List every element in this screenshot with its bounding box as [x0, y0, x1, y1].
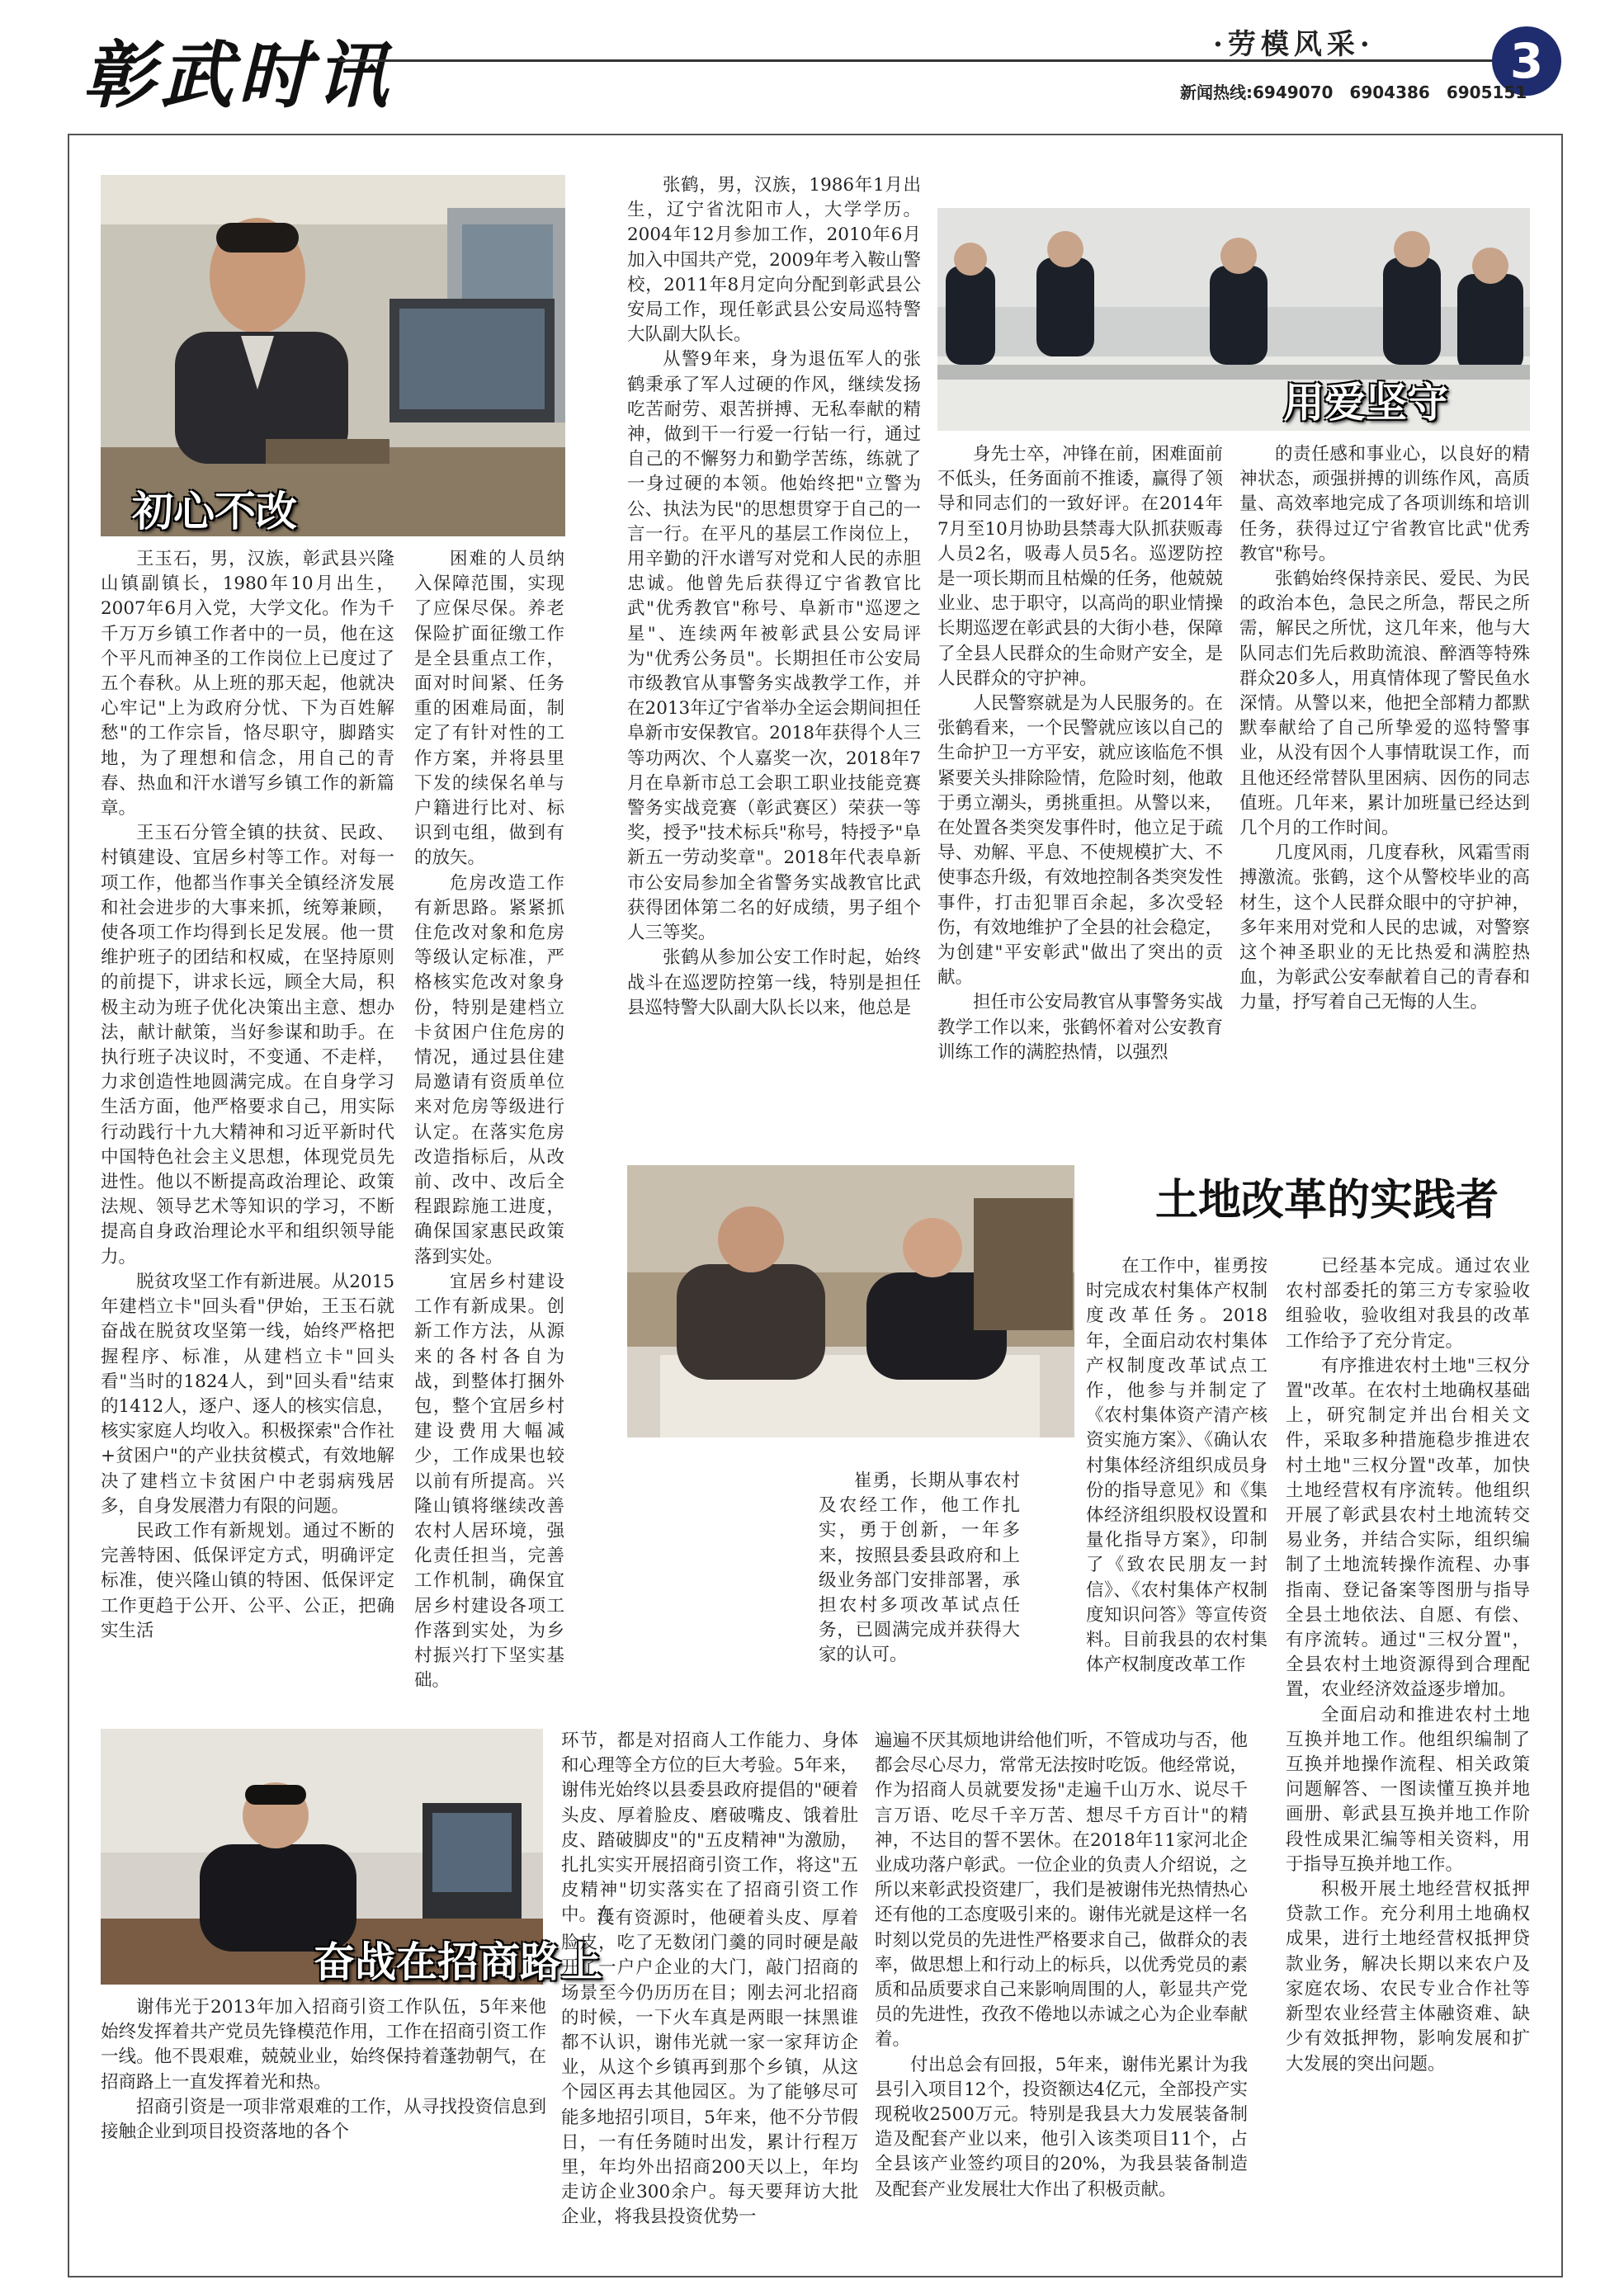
- photo-caption: 崔勇，长期从事农村及农经工作，他工作扎实，勇于创新，一年多来，按照县委县政府和上级业务部门安排部署，承担农村多项改革试点任务，已圆满完成并获得大家的认可。: [819, 1470, 1020, 1666]
- paragraph: 在工作中，崔勇按时完成农村集体产权制度改革任务。2018年，全面启动农村集体产权制度改革试点工作，他参与并制定了《农村集体资产清产核资实施方案》、《确认农村集体经济组织成员身份的指导意见》和《集体经济组织股权设置和量化指导方案》，印制了《致农民朋友一封信》、《农村集体产权制度知识问答》等宣传资料。目前我县的农村集体产权制度改革工作: [1086, 1256, 1268, 1676]
- paragraph: 没有资源时，他硬着头皮、厚着脸皮，吃了无数闭门羹的同时硬是敲开了一户户企业的大门，敲门招商的场景至今仍历历在目；刚去河北招商的时候，一下火车真是两眼一抹黑谁都不认识，谢伟光就一家一家拜访企业，从这个乡镇再到那个乡镇，从这个园区再去其他园区。为了能够尽可能多地招引项目，5年来，他不分节假日，一有任务随时出发，累计行程万里，年均外出招商200天以上，年均走访企业300余户。每天要拜访大批企业，将我县投资优势一: [561, 1908, 858, 2228]
- page-number-badge: 3: [1492, 26, 1561, 96]
- paragraph: 遍遍不厌其烦地讲给他们听，不管成功与否，他都会尽心尽力，常常无法按时吃饭。他经常说，作为招商人员就要发扬"走遍千山万水、说尽千言万语、吃尽千辛万苦、想尽千方百计"的精神，不达目的誓不罢休。在2018年11家河北企业成功落户彰武。一位企业的负责人介绍说，之所以来彰武投资建厂，我们是被谢伟光热情热心还有他的工态度吸引来的。谢伟光就是这样一名时刻以党员的先进性严格要求自己，做群众的表率，做思想上和行动上的标兵，以优秀党员的素质和品质要求自己来影响周围的人，彰显共产党员的先进性，孜孜不倦地以赤诚之心为企业奉献着。: [875, 1730, 1248, 2051]
- article-title-fenzhan: 奋战在招商路上: [314, 1938, 602, 1986]
- article-fenzhan-col3: [875, 1729, 1248, 2269]
- paragraph: 身先士卒，冲锋在前，困难面前不低头，任务面前不推诿，赢得了领导和同志们的一致好评。在2014年7月至10月协助县禁毒大队抓获贩毒人员2名，吸毒人员5名。巡逻防控是一项长期而且枯燥的任务，他兢兢业业、忠于职守，以高尚的职业情操长期巡逻在彰武县的大街小巷，保障了全县人民群众的生命财产安全，是人民群众的守护神。: [937, 444, 1223, 689]
- paragraph: 几度风雨，几度春秋，风霜雪雨搏激流。张鹤，这个从警校毕业的高材生，这个人民群众眼中的守护神，多年来用对党和人民的忠诚，对警察这个神圣职业的无比热爱和满腔热血，为彰武公安奉献着自己的青春和力量，抒写着自己无悔的人生。: [1239, 843, 1530, 1013]
- article-tudi-col2: [1286, 1254, 1530, 2261]
- masthead-title: 彰武时讯: [83, 32, 394, 118]
- article-tudi-caption: [819, 1469, 1020, 1677]
- article-yongai-col1: [627, 173, 921, 1110]
- paragraph: 张鹤始终保持亲民、爱民、为民的政治本色，急民之所急，帮民之所需，解民之所忧，这几年来，他与大队同志们先后救助流浪、醉酒等特殊群众20多人，用真情体现了警民鱼水深情。从警以来，他把全部精力都默默奉献给了自己所挚爱的巡特警事业，从没有因个人事情耽误工作，而且他还经常替队里困病、因伤的同志值班。几年来，累计加班量已经达到几个月的工作时间。: [1239, 569, 1530, 839]
- article-yongai-col3: [1239, 442, 1530, 1109]
- paragraph: 张鹤从参加公安工作时起，始终战斗在巡逻防控第一线，特别是担任县巡特警大队副大队长以来，他总是: [627, 947, 921, 1018]
- paragraph: 付出总会有回报，5年来，谢伟光累计为我县引入项目12个，投资额达4亿元，全部投产实现税收2500万元。特别是我县大力发展装备制造及配套产业以来，他引入该类项目11个，占全县该产业签约项目的20%，为我县装备制造及配套产业发展壮大作出了积极贡献。: [875, 2054, 1248, 2200]
- paragraph: 谢伟光于2013年加入招商引资工作队伍，5年来他始终发挥着共产党员先锋模范作用，工作在招商引资工作一线。他不畏艰难，兢兢业业，始终保持着蓬勃朝气，在招商路上一直发挥着光和热。: [101, 1997, 546, 2093]
- paragraph: 担任市公安局教官从事警务实战教学工作以来，张鹤怀着对公安教育训练工作的满腔热情，以强烈: [937, 992, 1223, 1063]
- section-title: ·劳模风采·: [1213, 28, 1375, 61]
- article-fenzhan-col2b: [561, 1906, 858, 2269]
- paragraph: 全面启动和推进农村土地互换并地工作。他组织编制了互换并地操作流程、相关政策问题解答、一图读懂互换并地画册、彰武县互换并地工作阶段性成果汇编等相关资料，用于指导互换并地工作。: [1286, 1704, 1530, 1875]
- paragraph: 张鹤，男，汉族，1986年1月出生，辽宁省沈阳市人，大学学历。2004年12月参加工作，2010年6月加入中国共产党，2009年考入鞍山警校，2011年8月定向分配到彰武县公安局工作，现任彰武县公安局巡特警大队副大队长。: [627, 175, 921, 346]
- paragraph: 人民警察就是为人民服务的。在张鹤看来，一个民警就应该以自己的生命护卫一方平安，就应该临危不惧紧要关头排除险情，危险时刻，他敢于勇立潮头，勇挑重担。从警以来，在处置各类突发事件时，他立足于疏导、劝解、平息、不使规模扩大、不使事态升级，有效地控制各类突发性事件，打击犯罪百余起，多次受轻伤，有效地维护了全县的社会稳定，为创建"平安彰武"做出了突出的贡献。: [937, 693, 1223, 989]
- paragraph: 的责任感和事业心，以良好的精神状态，顽强拼搏的训练作风，高质量、高效率地完成了各项训练和培训任务，获得过辽宁省教官比武"优秀教官"称号。: [1239, 444, 1530, 564]
- article-fenzhan-col1: [101, 1995, 546, 2268]
- photo-cui-yong: [627, 1165, 1074, 1437]
- paragraph: 脱贫攻坚工作有新进展。从2015年建档立卡"回头看"伊始，王玉石就奋战在脱贫攻坚第一线，始终严格把握程序、标准，从建档立卡"回头看"当时的1824人，到"回头看"结束的1412人，逐户、逐人的核实信息，核实家庭人均收入。积极探索"合作社+贫困户"的产业扶贫模式，有效地解决了建档立卡贫困户中老弱病残居多，自身发展潜力有限的问题。: [101, 1271, 394, 1517]
- article-title-chuxin: 初心不改: [132, 487, 297, 536]
- paragraph: 危房改造工作有新思路。紧紧抓住危改对象和危房等级认定标准，严格核实危改对象身份，特别是建档立卡贫困户住危房的情况，通过县住建局邀请有资质单位来对危房等级进行认定。在落实危房改造指标后，从改前、改中、改后全程跟踪施工进度，确保国家惠民政策落到实处。: [414, 872, 564, 1267]
- article-title-yongai: 用爱坚守: [1283, 378, 1448, 427]
- article-yongai-col2: [937, 442, 1223, 1109]
- article-chuxin-col1: [101, 547, 394, 1678]
- paragraph: 环节，都是对招商人工作能力、身体和心理等全方位的巨大考验。5年来，谢伟光始终以县委县政府提倡的"硬着头皮、厚着脸皮、磨破嘴皮、饿着肚皮、踏破脚皮"的"五皮精神"为激励，扎扎实实开展招商引资工作，将这"五皮精神"切实落实在了招商引资工作中。在: [561, 1730, 858, 1926]
- paragraph: 从警9年来，身为退伍军人的张鹤秉承了军人过硬的作风，继续发扬吃苦耐劳、艰苦拼搏、无私奉献的精神，做到干一行爱一行钻一行，通过自己的不懈努力和勤学苦练，练就了一身过硬的本领。他始终把"立警为公、执法为民"的思想贯穿于自己的一言一行。在平凡的基层工作岗位上，用辛勤的汗水谱写对党和人民的赤胆忠诚。他曾先后获得辽宁省教官比武"优秀教官"称号、阜新市"巡逻之星"、连续两年被彰武县公安局评为"优秀公务员"。长期担任市公安局市级教官从事警务实战教学工作，并在2013年辽宁省举办全运会期间担任阜新市安保教官。2018年获得个人三等功两次、个人嘉奖一次，2018年7月在阜新市总工会职工职业技能竞赛警务实战竞赛（彰武赛区）荣获一等奖，授予"技术标兵"称号，特授予"阜新五一劳动奖章"。2018年代表阜新市公安局参加全省警务实战教官比武获得团体第二名的好成绩，男子组个人三等奖。: [627, 349, 921, 944]
- article-title-tudi: 土地改革的实践者: [1155, 1175, 1499, 1225]
- paragraph: 民政工作有新规划。通过不断的完善特困、低保评定方式，明确评定标准，使兴隆山镇的特困、低保评定工作更趋于公开、公平、公正，把确实生活: [101, 1520, 394, 1641]
- article-fenzhan-col2a: [561, 1729, 858, 1926]
- paragraph: 有序推进农村土地"三权分置"改革。在农村土地确权基础上，研究制定并出台相关文件，采取多种措施稳步推进农村土地"三权分置"改革，加快土地经营权有序流转。他组织开展了彰武县农村土地流转交易业务，并结合实际，组织编制了土地流转操作流程、办事指南、登记备案等图册与指导全县土地依法、自愿、有偿、有序流转。通过"三权分置"，全县农村土地资源得到合理配置，农业经济效益逐步增加。: [1286, 1355, 1530, 1701]
- paragraph: 宜居乡村建设工作有新成果。创新工作方法，从源来的各村各自为战，到整体打捆外包，整个宜居乡村建设费用大幅减少，工作成果也较以前有所提高。兴隆山镇将继续改善农村人居环境，强化责任担当，完善工作机制，确保宜居乡村建设各项工作落到实处，为乡村振兴打下坚实基础。: [414, 1271, 564, 1692]
- paragraph: 积极开展土地经营权抵押贷款工作。充分利用土地确权成果，进行土地经营权抵押贷款业务，解决长期以来农户及家庭农场、农民专业合作社等新型农业经营主体融资难、缺少有效抵押物，影响发展和扩大发展的突出问题。: [1286, 1879, 1530, 2075]
- paragraph: 已经基本完成。通过农业农村部委托的第三方专家验收组验收，验收组对我县的改革工作给予了充分肯定。: [1286, 1256, 1530, 1352]
- paragraph: 招商引资是一项非常艰难的工作，从寻找投资信息到接触企业到项目投资落地的各个: [101, 2096, 546, 2143]
- paragraph: 困难的人员纳入保障范围，实现了应保尽保。养老保险扩面征缴工作是全县重点工作，面对时间紧、任务重的困难局面，制定了有针对性的工作方案，并将县里下发的续保名单与户籍进行比对、标识到屯组，做到有的放矢。: [414, 549, 564, 869]
- news-hotline: 新闻热线:6949070 6904386 6905151: [1180, 83, 1527, 102]
- paragraph: 王玉石，男，汉族，彰武县兴隆山镇副镇长，1980年10月出生，2007年6月入党，大学文化。作为千千万万乡镇工作者中的一员，他在这个平凡而神圣的工作岗位上已度过了五个春秋。从上班的那天起，他就决心牢记"上为政府分忧、下为百姓解愁"的工作宗旨，恪尽职守，脚踏实地，为了理想和信念，用自己的青春、热血和汗水谱写乡镇工作的新篇章。: [101, 549, 394, 819]
- article-chuxin-col2: [414, 547, 564, 1692]
- paragraph: 王玉石分管全镇的扶贫、民政、村镇建设、宜居乡村等工作。对每一项工作，他都当作事关全镇经济发展和社会进步的大事来抓，统筹兼顾，使各项工作均得到长足发展。他一贯维护班子的团结和权威，在坚持原则的前提下，讲求长远，顾全大局，积极主动为班子优化决策出主意、想办法，献计献策，当好参谋和助手。在执行班子决议时，不变通、不走样，力求创造性地圆满完成。在自身学习生活方面，他严格要求自己，用实际行动践行十九大精神和习近平新时代中国特色社会主义思想，体现党员先进性。他以不断提高政治理论、政策法规、领导艺术等知识的学习，不断提高自身政治理论水平和组织领导能力。: [101, 823, 394, 1267]
